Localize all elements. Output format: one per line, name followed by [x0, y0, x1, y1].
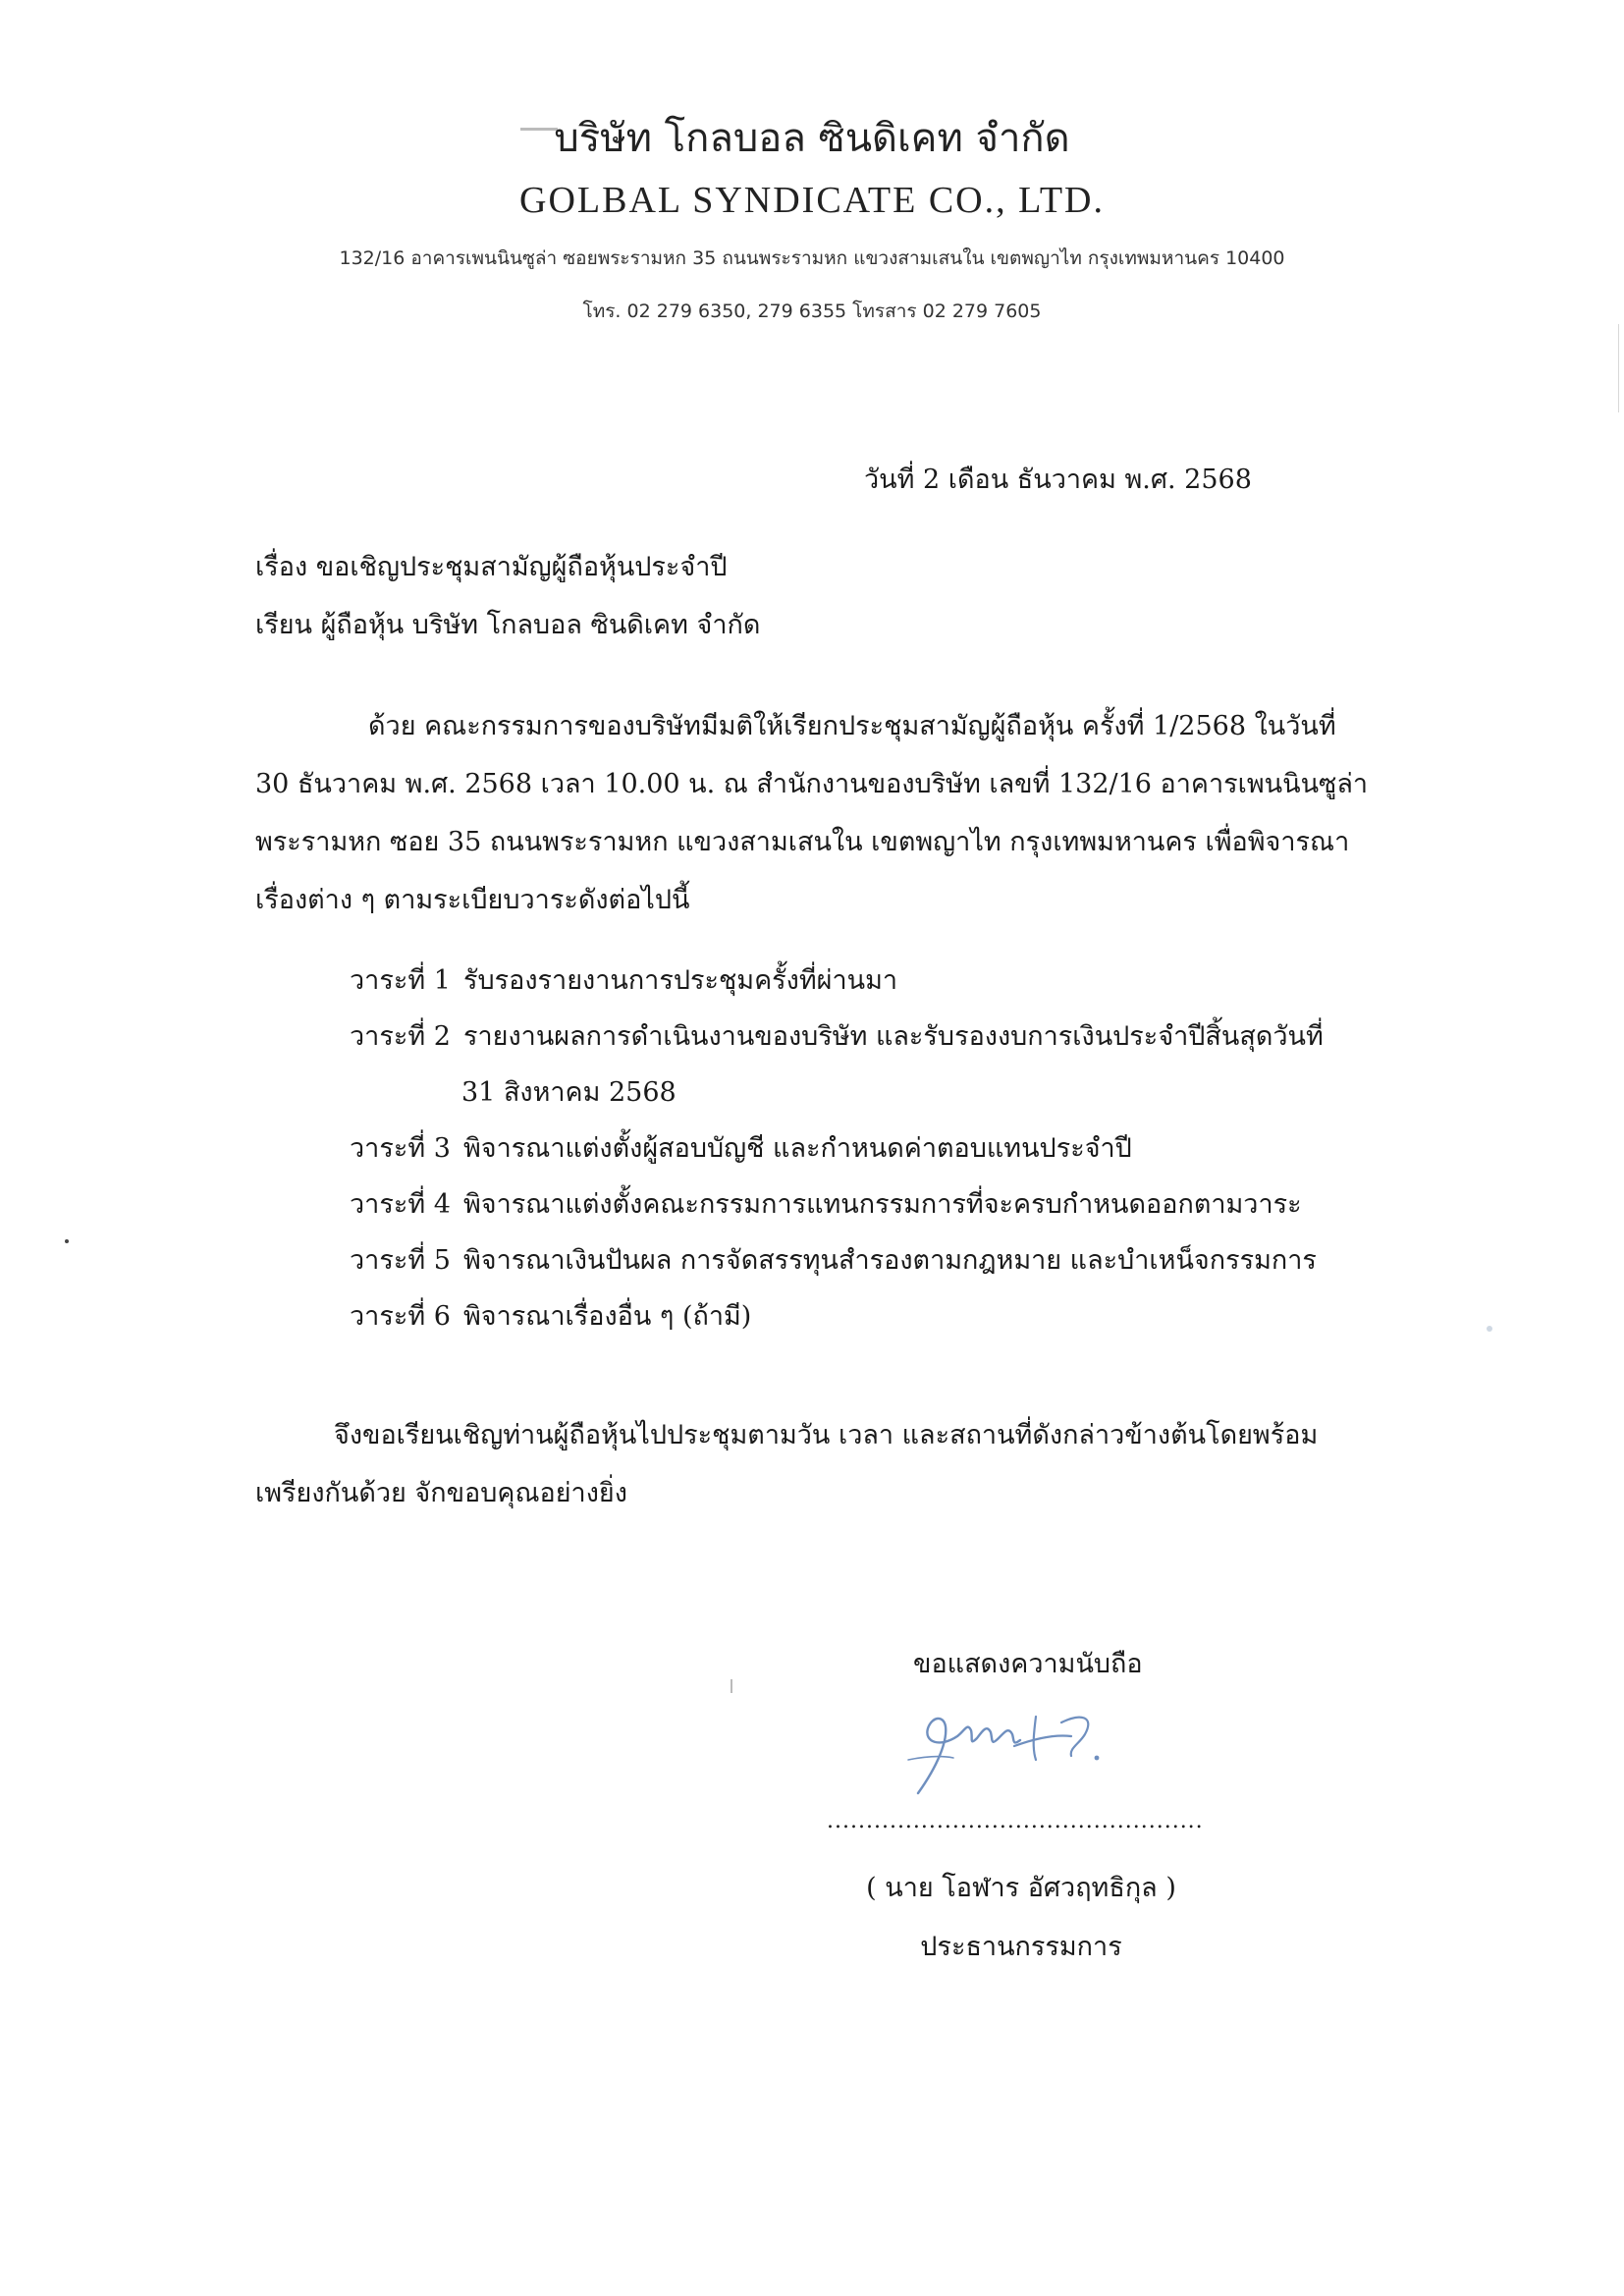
- agenda-text: พิจารณาแต่งตั้งผู้สอบบัญชี และกำหนดค่าตอบแทนประจำปี: [463, 1133, 1132, 1164]
- company-name-thai: บริษัท โกลบอล ซินดิเคท จำกัด: [554, 116, 1070, 161]
- agenda-label: วาระที่ 5: [350, 1245, 451, 1276]
- opening-paragraph: [255, 697, 1369, 929]
- signature-line: ................................................: [827, 1809, 1204, 1833]
- scan-speck: [65, 1239, 69, 1243]
- paragraph-line: 30 ธันวาคม พ.ศ. 2568 เวลา 10.00 น. ณ สำนักงานของบริษัท เลขที่ 132/16 อาคารเพนนินซูล่า: [255, 769, 1369, 799]
- agenda-text: พิจารณาเรื่องอื่น ๆ (ถ้ามี): [463, 1301, 752, 1332]
- agenda-list: [350, 953, 1380, 1344]
- paragraph-line: ด้วย คณะกรรมการของบริษัทมีมติให้เรียกประชุมสามัญผู้ถือหุ้น ครั้งที่ 1/2568 ในวันที่: [368, 711, 1336, 741]
- scan-speck: [1487, 1326, 1492, 1332]
- agenda-label: วาระที่ 4: [350, 1189, 451, 1220]
- handwritten-signature: [889, 1687, 1114, 1805]
- letter-date: วันที่ 2 เดือน ธันวาคม พ.ศ. 2568: [864, 465, 1252, 495]
- company-phone: โทร. 02 279 6350, 279 6355 โทรสาร 02 279 7605: [582, 301, 1042, 322]
- agenda-text: พิจารณาเงินปันผล การจัดสรรทุนสำรองตามกฎหมาย และบำเหน็จกรรมการ: [463, 1245, 1317, 1276]
- agenda-item-1: [350, 953, 1380, 1009]
- closing-paragraph: [255, 1406, 1357, 1522]
- agenda-label: วาระที่ 3: [350, 1133, 451, 1164]
- agenda-label: วาระที่ 2: [350, 1021, 451, 1052]
- agenda-label: วาระที่ 1: [350, 965, 451, 996]
- agenda-label: วาระที่ 6: [350, 1301, 451, 1332]
- agenda-text: รับรองรายงานการประชุมครั้งที่ผ่านมา: [463, 965, 898, 996]
- paragraph-line: จึงขอเรียนเชิญท่านผู้ถือหุ้นไปประชุมตามวัน เวลา และสถานที่ดังกล่าวข้างต้นโดยพร้อม: [334, 1420, 1319, 1450]
- agenda-item-6: [350, 1288, 1380, 1344]
- agenda-item-2: [350, 1009, 1380, 1121]
- paragraph-line: เรื่องต่าง ๆ ตามระเบียบวาระดังต่อไปนี้: [255, 885, 690, 915]
- signer-title: ประธานกรรมการ: [920, 1932, 1122, 1962]
- company-address: 132/16 อาคารเพนนินซูล่า ซอยพระรามหก 35 ถนนพระรามหก แขวงสามเสนใน เขตพญาไท กรุงเทพมหานคร 10400: [339, 247, 1285, 269]
- paragraph-line: เพรียงกันด้วย จักขอบคุณอย่างยิ่ง: [255, 1478, 627, 1508]
- letter-subject: เรื่อง ขอเชิญประชุมสามัญผู้ถือหุ้นประจำปี: [255, 552, 728, 582]
- closing-salutation: ขอแสดงความนับถือ: [913, 1649, 1143, 1679]
- agenda-item-3: [350, 1121, 1380, 1176]
- scan-edge-line: [1618, 324, 1619, 412]
- agenda-item-5: [350, 1232, 1380, 1288]
- agenda-text: พิจารณาแต่งตั้งคณะกรรมการแทนกรรมการที่จะครบกำหนดออกตามวาระ: [463, 1189, 1302, 1220]
- agenda-text-continuation: 31 สิงหาคม 2568: [461, 1077, 677, 1108]
- paragraph-line: พระรามหก ซอย 35 ถนนพระรามหก แขวงสามเสนใน เขตพญาไท กรุงเทพมหานคร เพื่อพิจารณา: [255, 827, 1350, 857]
- signer-name: ( นาย โอฬาร อัศวฤทธิกุล ): [866, 1873, 1176, 1903]
- agenda-item-4: [350, 1176, 1380, 1232]
- agenda-text: รายงานผลการดำเนินงานของบริษัท และรับรองงบการเงินประจำปีสิ้นสุดวันที่: [463, 1021, 1324, 1052]
- scan-speck: [731, 1679, 732, 1693]
- letter-recipient: เรียน ผู้ถือหุ้น บริษัท โกลบอล ซินดิเคท จำกัด: [255, 610, 761, 640]
- company-name-english: GOLBAL SYNDICATE CO., LTD.: [519, 180, 1105, 221]
